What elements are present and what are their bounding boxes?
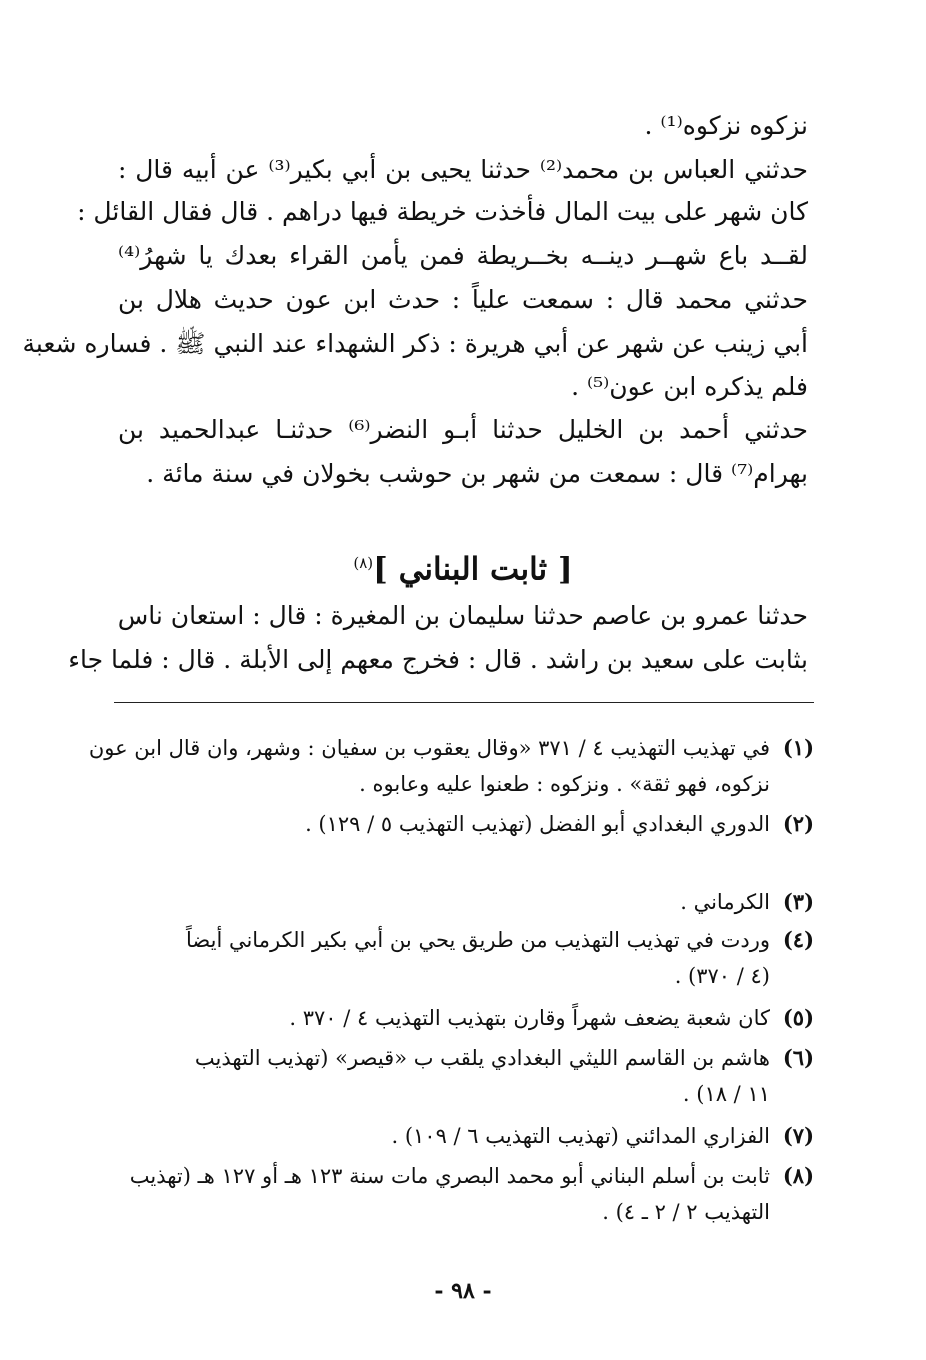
footnote-number: (٤) <box>782 927 814 952</box>
footnote-mark: (٨) <box>353 554 374 572</box>
footnote-continuation: (٤ / ٣٧٠) . <box>674 964 770 988</box>
footnote-number: (٦) <box>782 1045 814 1070</box>
footnote-continuation: ١١ / ١٨) . <box>682 1082 770 1106</box>
footnote-1 <box>88 730 814 802</box>
footnote-number: (٢) <box>782 811 814 836</box>
footnote-text: كان شعبة يضعف شهراً وقارن بتهذيب التهذيب ٤ / ٣٧٠ . <box>289 1006 770 1030</box>
body-line: حدثني العباس بن محمد⁽²⁾ حدثنا يحيى بن أبي بكير⁽³⁾ عن أبيه قال : <box>118 155 809 184</box>
footnote-2 <box>112 806 814 842</box>
section-heading-text: [ ثابت البناني ] <box>373 551 573 588</box>
footnote-number: (٥) <box>782 1005 814 1030</box>
body-line: بهرام⁽⁷⁾ قال : سمعت من شهر بن حوشب بخولان في سنة مائة . <box>146 459 808 488</box>
body-line: أبي زينب عن شهر عن أبي هريرة : ذكر الشهداء عند النبي ﷺ . فساره شعبة <box>22 329 808 358</box>
footnote-text: الفزاري المدائني (تهذيب التهذيب ٦ / ١٠٩) . <box>391 1124 770 1148</box>
body-line: حدثني محمد قال : سمعت علياً : حدث ابن عون حديث هلال بن <box>118 285 808 314</box>
footnote-number: (٣) <box>782 889 814 914</box>
body-line: كان شهر على بيت المال فأخذت خريطة فيها دراهم . قال فقال القائل : <box>77 197 808 226</box>
footnote-text: ثابت بن أسلم البناني أبو محمد البصري مات سنة ١٢٣ هـ أو ١٢٧ هـ (تهذيب <box>129 1164 770 1188</box>
body-line: بثابت على سعيد بن راشد . قال : فخرج معهم إلى الأبلة . قال : فلما جاء <box>68 645 808 674</box>
footnote-8 <box>112 1158 814 1230</box>
footnote-number: (٨) <box>782 1163 814 1188</box>
footnote-continuation: نزكوه، فهو ثقة» . ونزكوه : طعنوا عليه وعابوه . <box>359 772 770 796</box>
footnote-4 <box>112 922 814 994</box>
footnote-text: وردت في تهذيب التهذيب من طريق يحي بن أبي بكير الكرماني أيضاً <box>185 928 770 952</box>
footnote-number: (٧) <box>782 1123 814 1148</box>
body-line: فلم يذكره ابن عون⁽⁵⁾ . <box>571 372 808 401</box>
section-heading <box>0 540 926 592</box>
footnote-7 <box>112 1118 814 1154</box>
footnote-continuation: التهذيب ٢ / ٢ ـ ٤) . <box>602 1200 770 1224</box>
page-number: - ٩٨ - <box>434 1278 492 1304</box>
poem-verse: لقــد باع شهــر دينــه بخــريطة فمن يأمن القراء بعدك يا شهرُ⁽⁴⁾ <box>118 241 808 270</box>
footnote-number: (١) <box>782 735 814 760</box>
body-line: حدثني أحمد بن الخليل حدثنا أبـو النضر⁽⁶⁾ حدثنـا عبدالحميد بن <box>118 415 808 444</box>
footnote-text: في تهذيب التهذيب ٤ / ٣٧١ «وقال يعقوب بن سفيان : وشهر، وان قال ابن عون <box>88 736 770 760</box>
footnote-text: الكرماني . <box>680 890 770 914</box>
footnote-5 <box>112 1000 814 1036</box>
footnote-separator <box>114 702 814 703</box>
body-line: حدثنا عمرو بن عاصم حدثنا سليمان بن المغيرة : قال : استعان ناس <box>117 601 808 630</box>
footnote-3 <box>112 884 814 920</box>
footnote-text: هاشم بن القاسم الليثي البغدادي يلقب ب «قيصر» (تهذيب التهذيب <box>194 1046 770 1070</box>
footnote-text: الدوري البغدادي أبو الفضل (تهذيب التهذيب ٥ / ١٢٩) . <box>305 812 770 836</box>
body-line: نزكوه نزكوه⁽¹⁾ . <box>644 111 808 140</box>
footnote-6 <box>112 1040 814 1112</box>
